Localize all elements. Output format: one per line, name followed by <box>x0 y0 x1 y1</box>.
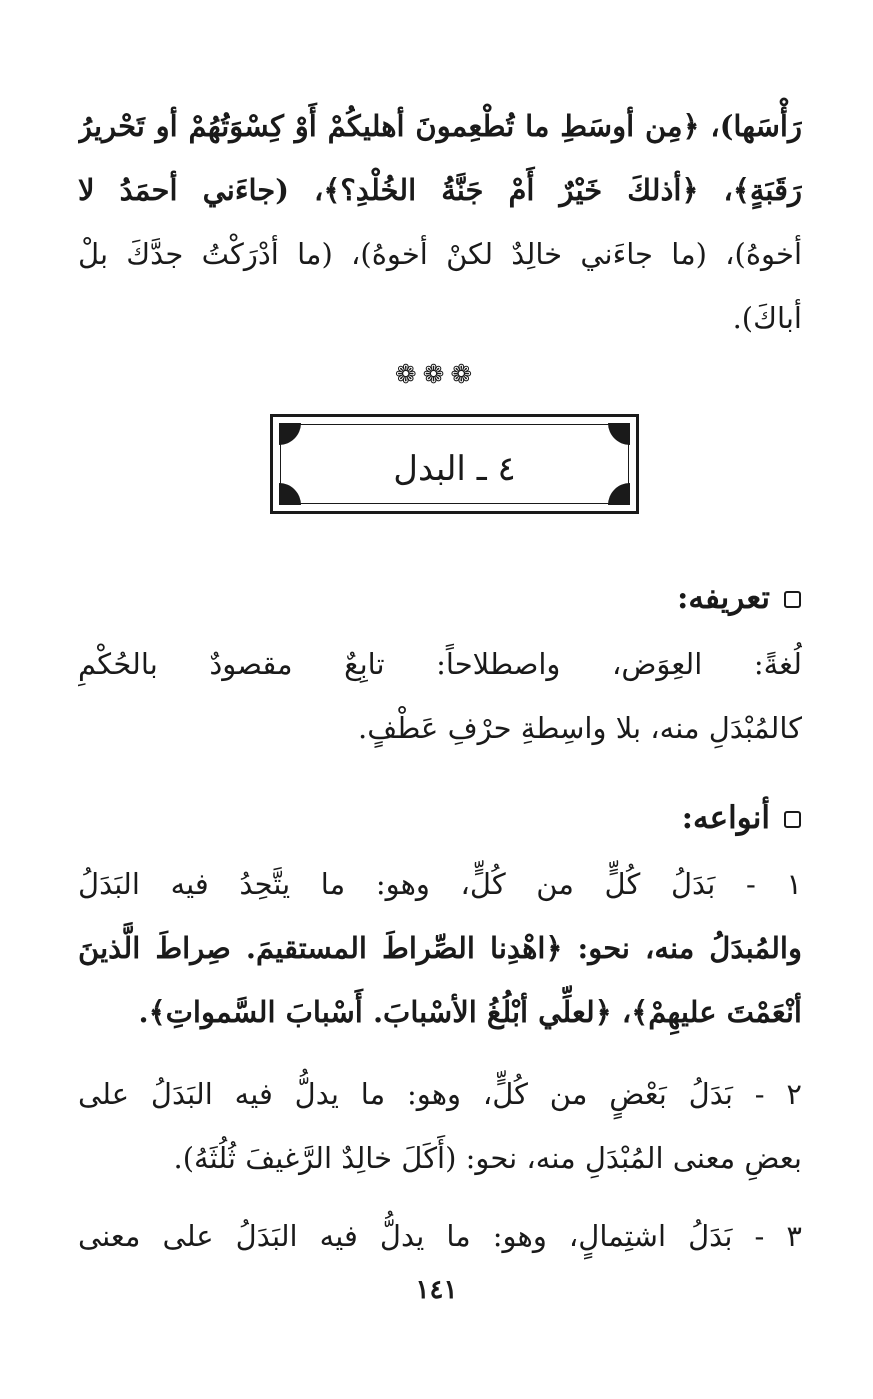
text-line: والمُبدَلُ منه، نحو: ﴿اهْدِنا الصِّراطَ المستقيمَ. صِراطَ الَّذينَ <box>78 931 802 965</box>
section-separator: ❁❁❁ <box>394 360 479 390</box>
text-line: رَقَبَةٍ﴾، ﴿أذلكَ خَيْرٌ أَمْ جَنَّةُ الخُلْدِ؟﴾، (جاءَني أحمَدُ لا <box>78 173 802 207</box>
section-title-frame <box>270 414 639 514</box>
text-line: رَأْسَها)، ﴿مِن أوسَطِ ما تُطْعِمونَ أهليكُمْ أَوْ كِسْوَتُهُمْ أو تَحْريرُ <box>78 109 802 143</box>
frame-corner-ornament <box>279 423 301 445</box>
text-line: أخوهُ)، (ما جاءَني خالِدٌ لكنْ أخوهُ)، (ما أدْرَكْتُ جدَّكَ بلْ <box>78 237 802 271</box>
definition-paragraph <box>78 632 802 760</box>
text-line: أنْعَمْتَ عليهِمْ﴾، ﴿لعلِّي أبْلُغُ الأسْبابَ. أَسْبابَ السَّمواتِ﴾. <box>138 995 802 1029</box>
text-line: ٣ - بَدَلُ اشتِمالٍ، وهو: ما يدلُّ فيه البَدَلُ على معنى <box>78 1219 802 1253</box>
text-line: لُغةً: العِوَض، واصطلاحاً: تابِعٌ مقصودٌ بالحُكْمِ <box>78 647 802 681</box>
types-item-2 <box>78 1062 802 1190</box>
page-number: ١٤١ <box>415 1275 458 1305</box>
text-line: كالمُبْدَلِ منه، بلا واسِطةِ حرْفِ عَطْفٍ. <box>358 711 802 745</box>
text-line: أباكَ). <box>732 301 802 335</box>
types-heading <box>682 798 801 838</box>
text-line: ١ - بَدَلُ كُلٍّ من كُلٍّ، وهو: ما يتَّحِدُ فيه البَدَلُ <box>78 867 802 901</box>
definition-heading <box>677 578 801 618</box>
types-item-1 <box>78 852 802 1044</box>
square-bullet-icon <box>784 811 801 828</box>
text-line: بعضِ معنى المُبْدَلِ منه، نحو: (أَكَلَ خالِدٌ الرَّغيفَ ثُلُثَهُ). <box>173 1141 802 1175</box>
frame-corner-ornament <box>608 423 630 445</box>
text-line: ٢ - بَدَلُ بَعْضٍ من كُلٍّ، وهو: ما يدلُّ فيه البَدَلُ على <box>78 1077 802 1111</box>
section-title: ٤ ـ البدل <box>393 449 516 489</box>
section-title-inner-frame <box>280 424 629 504</box>
continuation-paragraph <box>78 94 802 350</box>
square-bullet-icon <box>784 591 801 608</box>
types-item-3 <box>78 1204 802 1268</box>
types-heading-text: أنواعه: <box>681 800 770 836</box>
definition-heading-text: تعريفه: <box>676 580 770 616</box>
